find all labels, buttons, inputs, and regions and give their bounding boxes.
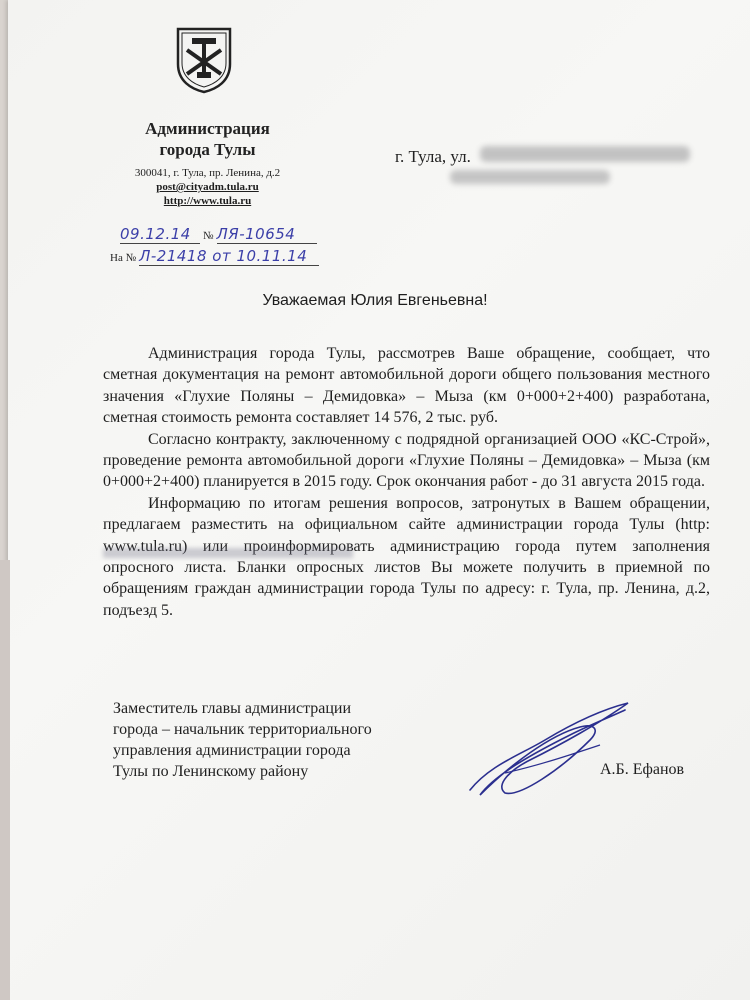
registration-number: ЛЯ-10654 [217,225,317,244]
signer-title-line4: Тулы по Ленинскому району [113,763,309,780]
handwritten-signature [450,695,640,805]
paragraph-1: Администрация города Тулы, рассмотрев Ваше обращение, сообщает, что сметная документация на ремонт автомобильной дороги общего пользования местного значения «Глухие Поляны – Демидовка» – Мыза (км 0+000+2+400) разработана, сметная стоимость ремонта составляет 14 576, 2 тыс. руб. [103,345,710,427]
org-email: post@cityadm.tula.ru [156,181,259,193]
registration-date: 09.12.14 [120,225,200,244]
paragraph-2: Согласно контракту, заключенному с подрядной организацией ООО «КС-Строй», проведение ремонта автомобильной дороги «Глухие Поляны – Демидовка» – Мыза (км 0+000+2+400) планируется в 2015 году. Срок окончания работ - до 31 августа 2015 года. [103,430,710,491]
signer-title [113,698,372,782]
signer-title-line2: города – начальник территориального [113,721,372,738]
org-address: 300041, г. Тула, пр. Ленина, д.2 [134,167,281,179]
org-website: http://www.tula.ru [163,195,252,207]
letter-body [103,343,710,621]
registration-number-label: № [203,230,214,242]
org-name-line2: города Тулы [159,140,256,159]
redacted-address-line1 [480,146,690,162]
ink-smudge [103,548,353,558]
page-edge-shadow [0,560,10,1000]
redacted-address-line2 [450,170,610,184]
signer-name: А.Б. Ефанов [600,761,685,778]
addressee-address: г. Тула, ул. [395,147,471,166]
reference-label: На № [110,252,137,264]
registration-stamp [110,225,340,269]
signer-title-line3: управления администрации города [113,742,351,759]
signer-title-line1: Заместитель главы администрации [113,700,352,717]
tula-coat-of-arms-icon [175,26,233,94]
salutation: Уважаемая Юлия Евгеньевна! [262,292,488,309]
paragraph-3: Информацию по итогам решения вопросов, затронутых в Вашем обращении, предлагаем разместить на официальном сайте администрации города Тулы (http: www.tula.ru) или проинформировать администрацию города путем заполнения опросного листа. Бланки опросных листов Вы можете получить в приемной по обращениям граждан администрации города Тулы по адресу: г. Тула, пр. Ленина, д.2, подъезд 5. [103,494,710,619]
org-header [100,118,315,208]
org-name-line1: Администрация [145,119,270,138]
reference-number: Л-21418 от 10.11.14 [139,247,319,266]
